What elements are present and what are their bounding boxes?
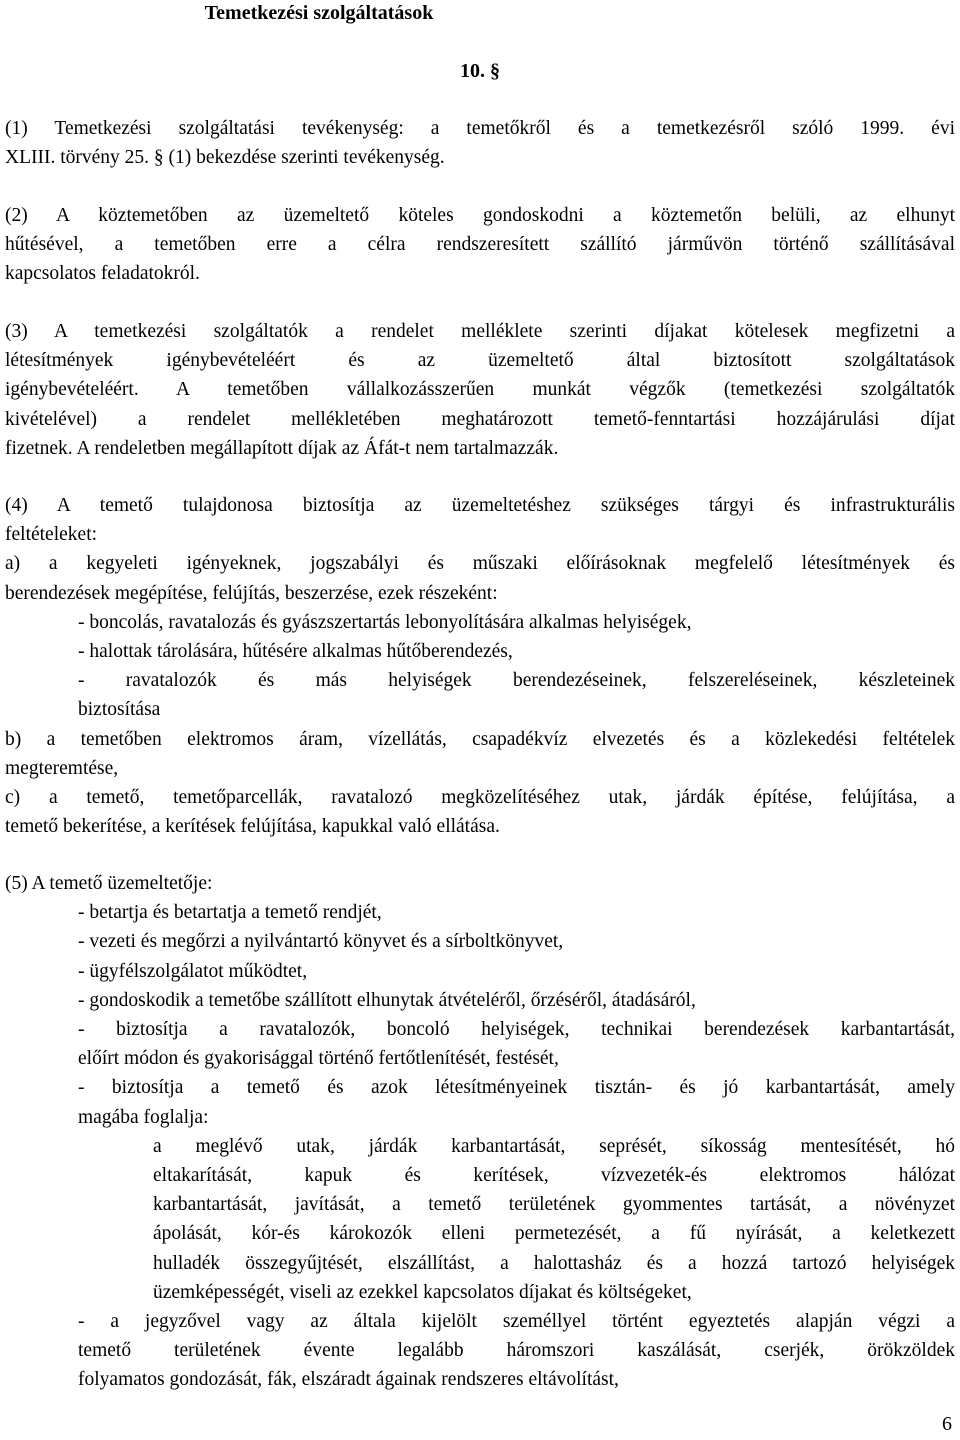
text-line: létesítmények igénybevételéért és az üzemeltető által biztosított szolgáltatások	[5, 350, 955, 372]
text-line: (1) Temetkezési szolgáltatási tevékenység: a temetőkről és a temetkezésről szóló 1999. évi	[5, 118, 955, 139]
paragraph-2	[5, 201, 955, 289]
paragraph-5	[5, 869, 955, 1395]
text-line: kivételével) a rendelet mellékletében meghatározott temető-fenntartási hozzájárulási díjat	[5, 408, 955, 430]
list-item: - vezeti és megőrzi a nyilvántartó könyvet és a sírboltkönyvet,	[78, 931, 564, 953]
text-line: (2) A köztemetőben az üzemeltető köteles gondoskodni a köztemetőn belüli, az elhunyt	[5, 205, 955, 226]
paragraph-3	[5, 317, 955, 463]
text-line: XLIII. törvény 25. § (1) bekezdése szerinti tevékenység.	[5, 147, 445, 169]
list-item: - ügyfélszolgálatot működtet,	[78, 960, 308, 982]
list-item: - biztosítja a temető és azok létesítményeinek tisztán- és jó karbantartását, amely	[78, 1077, 955, 1099]
list-item: - gondoskodik a temetőbe szállított elhunytak átvételéről, őrzéséről, átadásáról,	[78, 989, 696, 1011]
sub-item-cont: biztosítása	[78, 699, 161, 721]
sub-item: - ravatalozók és más helyiségek berendezéseinek, felszereléseinek, készleteinek	[78, 670, 955, 692]
detail-line: hulladék összegyűjtését, elszállítást, a halottasház és a hozzá tartozó helyiségek	[153, 1252, 955, 1274]
page-number: 6	[942, 1413, 952, 1435]
text-line: (4) A temető tulajdonosa biztosítja az üzemeltetéshez szükséges tárgyi és infrastrukturális	[5, 495, 955, 516]
list-item: - biztosítja a ravatalozók, boncoló helyiségek, technikai berendezések karbantartását,	[78, 1019, 955, 1041]
text-line: igénybevételéért. A temetőben vállalkozásszerűen munkát végzők (temetkezési szolgáltatók	[5, 379, 955, 401]
list-item-b: b) a temetőben elektromos áram, vízellátás, csapadékvíz elvezetés és a közlekedési feltételek	[5, 728, 955, 750]
list-item-cont: folyamatos gondozását, fák, elszáradt ágainak rendszeres eltávolítást,	[78, 1369, 619, 1391]
list-item-cont: előírt módon és gyakorisággal történő fertőtlenítését, festését,	[78, 1048, 559, 1070]
paragraph-1	[5, 114, 955, 172]
document-page	[5, 0, 955, 1440]
text-line: (3) A temetkezési szolgáltatók a rendelet melléklete szerinti díjakat kötelesek megfizetni a	[5, 321, 955, 342]
detail-line: a meglévő utak, járdák karbantartását, seprését, síkosság mentesítését, hó	[153, 1135, 955, 1157]
list-item-c-cont: temető bekerítése, a kerítések felújítása, kapukkal való ellátása.	[5, 816, 500, 838]
list-item-c: c) a temető, temetőparcellák, ravatalozó megközelítéséhez utak, járdák építése, felújítása, a	[5, 787, 955, 809]
text-line: kapcsolatos feladatokról.	[5, 263, 200, 285]
list-item-a-cont: berendezések megépítése, felújítás, beszerzése, ezek részeként:	[5, 582, 498, 604]
detail-line: ápolását, kór-és károkozók elleni permetezését, a fű nyírását, a keletkezett	[153, 1223, 955, 1245]
detail-line: üzemképességét, viseli az ezekkel kapcsolatos díjakat és költségeket,	[153, 1281, 692, 1303]
text-line: fizetnek. A rendeletben megállapított díjak az Áfát-t nem tartalmazzák.	[5, 437, 559, 459]
list-item-cont: temető területének évente legalább háromszori kaszálását, cserjék, örökzöldek	[78, 1340, 955, 1362]
list-item: - betartja és betartatja a temető rendjét,	[78, 902, 382, 924]
detail-line: karbantartását, javítását, a temető területének gyommentes tartását, a növényzet	[153, 1194, 955, 1216]
section-number: 10. §	[460, 60, 500, 82]
list-item: - a jegyzővel vagy az általa kijelölt személlyel történt egyeztetés alapján végzi a	[78, 1311, 955, 1333]
text-line: feltételeket:	[5, 524, 98, 546]
list-item-cont: magába foglalja:	[78, 1106, 209, 1128]
sub-item: - boncolás, ravatalozás és gyászszertartás lebonyolítására alkalmas helyiségek,	[78, 611, 692, 633]
paragraph-5-intro: (5) A temető üzemeltetője:	[5, 873, 213, 894]
paragraph-4	[5, 491, 955, 841]
text-line: hűtésével, a temetőben erre a célra rendszeresített szállító járművön történő szállításával	[5, 234, 955, 256]
sub-item: - halottak tárolására, hűtésére alkalmas hűtőberendezés,	[78, 641, 513, 663]
detail-line: eltakarítását, kapuk és kerítések, vízvezeték-és elektromos hálózat	[153, 1165, 955, 1187]
list-item-a: a) a kegyeleti igényeknek, jogszabályi és műszaki előírásoknak megfelelő létesítmények és	[5, 553, 955, 575]
page-title: Temetkezési szolgáltatások	[204, 2, 434, 24]
list-item-b-cont: megteremtése,	[5, 757, 119, 779]
